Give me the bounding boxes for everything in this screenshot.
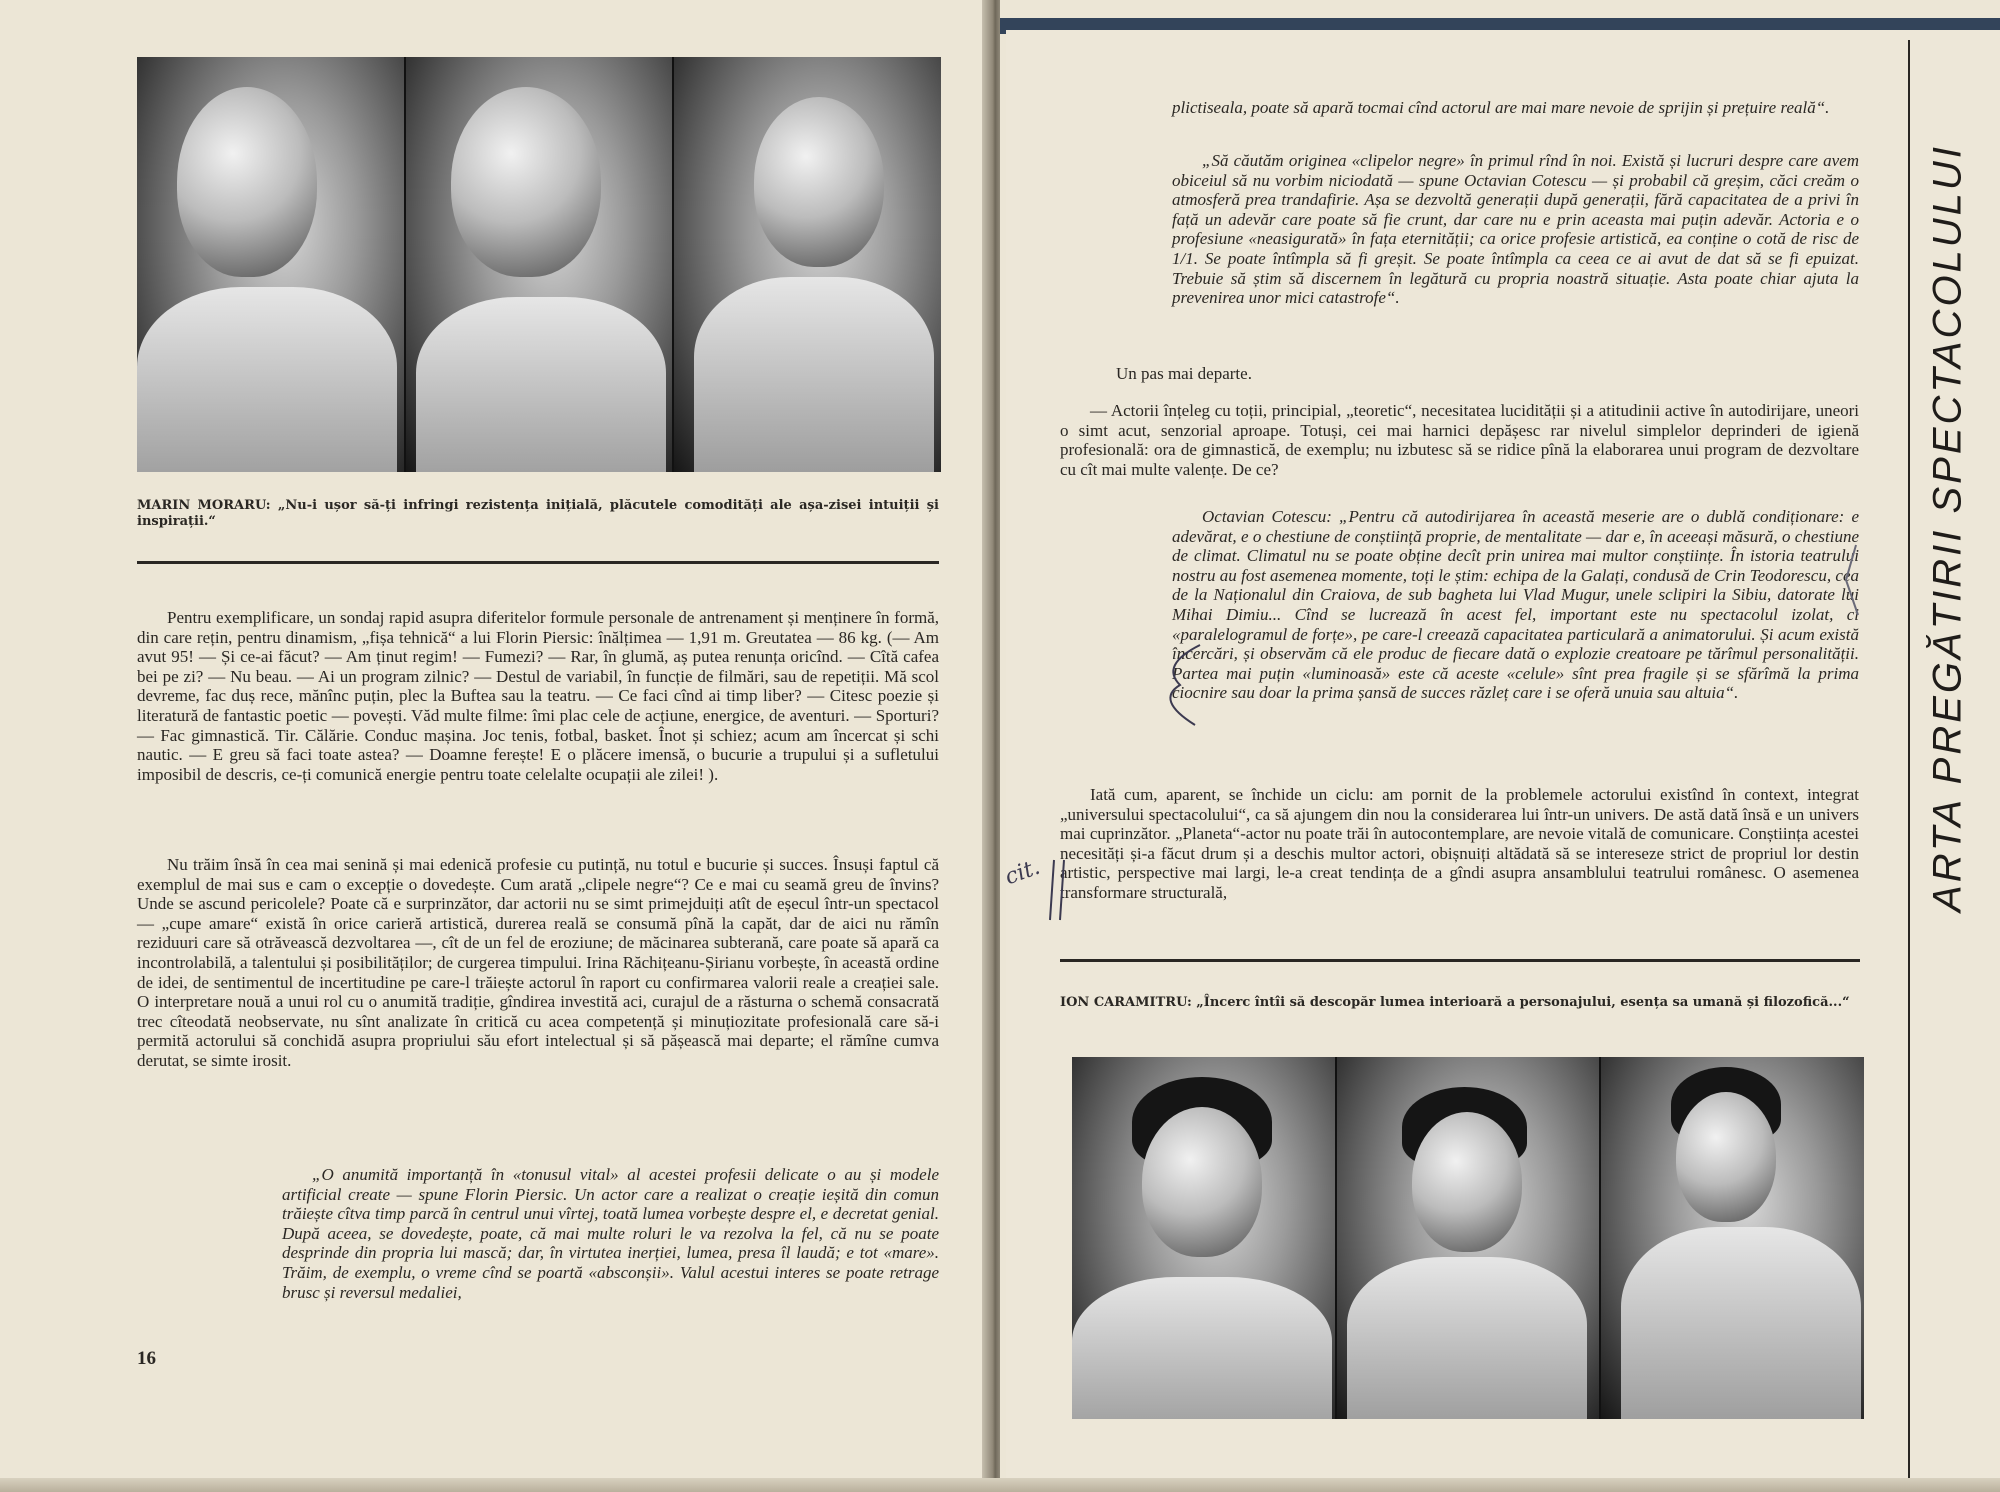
page-number: 16 [137,1348,156,1369]
caramitru-photo-3 [1601,1057,1864,1419]
handwritten-margin-note: cit. [1001,854,1044,891]
section-title-vertical: ARTA PREGĂTIRII SPECTACOLULUI [1925,144,1970,912]
caramitru-caption: ION CARAMITRU: „Încerc întîi să descopăr lumea interioară a personajului, esența sa umană și filozofică...“ [1060,995,1850,1010]
step-line: Un pas mai departe. [1116,364,1252,383]
cycle-paragraph: Iată cum, aparent, se închide un ciclu: am pornit de la problemele actorului existînd în context, integrat „universului spectacolului“, ca să ajungem din nou la considerarea lui într-un univers. De astă dată însă e un univers mai cuprinzător. „Planeta“-actor nu poate trăi în autocontemplare, are nevoie vitală de comunicare. Conștiința acestei necesități și-a făcut drum și a deschis multor actori, obișnuiți altădată să se intereseze strict de propriul lor destin artistic, perspective mai largi, le-a creat tendința de a gîndi asupra ansamblului teatrului românesc. O asemenea transformare structurală, [1060,785,1859,902]
cotescu-quote-1: „Să căutăm originea «clipelor negre» în primul rînd în noi. Există și lucruri despre care avem obiceiul să nu vorbim niciodată — spune Octavian Cotescu — și probabil că greșim, căci creăm o atmosferă prea trandafirie. Așa se dezvoltă generații după generații, fără capacitatea de a privi în față un adevăr care poate să fie crunt, dar care nu e prin aceasta mai puțin adevăr. Actoria e o profesiune «neasigurată» în fața eternității; ca orice profesie artistică, ea conține o cotă de risc de 1/1. Se poate întîmpla să fi greșit. Se poate întîmpla ca ceea ce ai avut de dat să se fi epuizat. Trebuie să știm să discernem în legătură cu propria noastră situație. Asta poate chiar ajuta la prevenirea unor mici catastrofe“. [1172,151,1859,308]
actors-paragraph: — Actorii înțeleg cu toții, principial, „teoretic“, necesitatea lucidității și a atitudinii active în autodirijare, uneori o simt acut, senzorial aproape. Totuși, cei mai harnici depășesc rar nivelul simplelor deprinderi de igienă profesională: ora de gimnastică, de exemplu; nu izbutesc să se ridice pînă la elaborarea unui program de dezvoltare cu cît mai multe valențe. De ce? [1060,401,1859,479]
ion-caramitru-photo-strip [1072,1057,1864,1419]
moraru-photo-3 [674,57,941,472]
marin-moraru-photo-strip [137,57,941,472]
left-paragraph-2: Nu trăim însă în cea mai senină și mai edenică profesie cu putință, nu totul e bucurie și succes. Însuși faptul că exemplul de mai sus e cam o excepție o dovedește. Cum arată „clipele negre“? Ce e mai cu seamă greu de învins? Unde se ascund pericolele? Poate că e surprinzător, dar actorii nu se simt primejduiți atît de eșecul într-un spectacol — „cupe amare“ există în orice carieră artistică, durerea reală se consumă pînă la capăt, dar de aici nu rămîn reziduuri care să otrăvească dezvoltarea —, cît de un fel de eroziune; de măcinarea subterană, care poate să apară ca incontrolabilă, a talentului și posibilităților; de curgerea timpului. Irina Răchițeanu-Șirianu vorbește, în această ordine de idei, de sentimentul de incertitudine pe care-l trăiește actorul în raport cu confirmarea valorii reale a creației sale. O interpretare nouă a unui rol cu o anumită tradiție, gîndirea investită aci, curajul de a răsturna o schemă consacrată trec cîteodată neobservate, nu sînt analizate în critică cu acea competență și minuțiozitate profesională care să-i permită actorului să conchidă asupra propriului său efort intelectual și să pășească mai departe; el rămîne cumva derutat, se simte irosit. [137,855,939,1070]
right-divider-rule [1060,959,1860,962]
moraru-photo-1 [137,57,404,472]
caramitru-photo-1 [1072,1057,1335,1419]
side-column-rule [1908,40,1910,1480]
left-page [0,0,988,1492]
moraru-caption: MARIN MORARU: „Nu-i ușor să-ți infringi rezistența inițială, plăcutele comodități ale așa-zisei intuiții și inspirații.“ [137,498,939,529]
right-quote-top: plictiseala, poate să apară tocmai cînd actorul are mai mare nevoie de sprijin și prețuire reală“. [1172,98,1830,117]
page-bottom-edge [0,1478,2000,1492]
cotescu-quote-2: Octavian Cotescu: „Pentru că autodirijarea în această meserie are o dublă condiționare: e adevărat, e o chestiune de conștiință proprie, de mentalitate — dar e, în aceeași măsură, o chestiune de climat. Climatul nu se poate obține decît prin unirea mai multor conștiințe. În istoria teatrului nostru au fost asemenea momente, toți le știm: echipa de la Galați, condusă de Crin Teodorescu, cea de la Naționalul din Craiova, de sub bagheta lui Vlad Mugur, unele sclipiri la Sibiu, datorate lui Mihai Dimiu... Cînd se lucrează în acest fel, important este nu spectacolul izolat, ci «paralelogramul de forțe», pe care-l creează capacitatea particulară a animatorului. Și acum există încercări, și observăm că ele produc de fiecare dată o explozie creatoare pe tărîmul personalității. Partea mai puțin «luminoasă» este că aceste «celule» sînt prea fragile și se sfărîmă la prima ciocnire sau doar la prima șansă de succes răzleț care i se oferă unuia sau altuia“. [1172,507,1859,703]
caramitru-photo-2 [1337,1057,1600,1419]
moraru-photo-2 [406,57,673,472]
left-paragraph-1: Pentru exemplificare, un sondaj rapid asupra diferitelor formule personale de antrenament și menținere în formă, din care rețin, pentru dinamism, „fișa tehnică“ a lui Florin Piersic: înălțimea — 1,91 m. Greutatea — 86 kg. (— Am avut 95! — Și ce-ai făcut? — Am ținut regim! — Fumezi? — Rar, în glumă, aș putea renunța oricînd. — Cîtă cafea bei pe zi? — Nu beau. — Ai un program zilnic? — Destul de variabil, în funcție de filmări, sau de repetiții. Mă scol devreme, fac duș rece, mănînc puțin, plec la Buftea sau la teatru. — Ce faci cînd ai timp liber? — Citesc poezie și literatură de fantastic poetic — povești. Văd multe filme: îmi plac cele de acțiune, energice, de aventuri. — Sporturi? — Fac gimnastică. Tir. Călărie. Conduc mașina. Joc tenis, fotbal, basket. Înot și schiez; acum am încercat și schi nautic. — E greu să faci toate astea? — Doamne ferește! E o plăcere imensă, o bucurie a trupului și a sufletului imposibil de descris, ce-ți comunică energie pentru toate celelalte ocupații ale zilei! ). [137,608,939,784]
piersic-quote: „O anumită importanță în «tonusul vital» al acestei profesii delicate o au și modele artificial create — spune Florin Piersic. Un actor care a realizat o creație ieșită din comun trăiește cîtva timp parcă în centrul unui vîrtej, toată lumea vorbește despre el, e decretat genial. După aceea, se dovedește, poate, că mai multe roluri le va rezolva la fel, că nu se poate desprinde din propria lui mască; dar, în virtutea inerției, lumea, presa îl laudă; e tot «mare». Trăim, de exemplu, o vreme cînd se poartă «absconșii». Valul acestui interes se poate retrage brusc și reversul medaliei, [282,1165,939,1302]
left-divider-rule [137,561,939,564]
